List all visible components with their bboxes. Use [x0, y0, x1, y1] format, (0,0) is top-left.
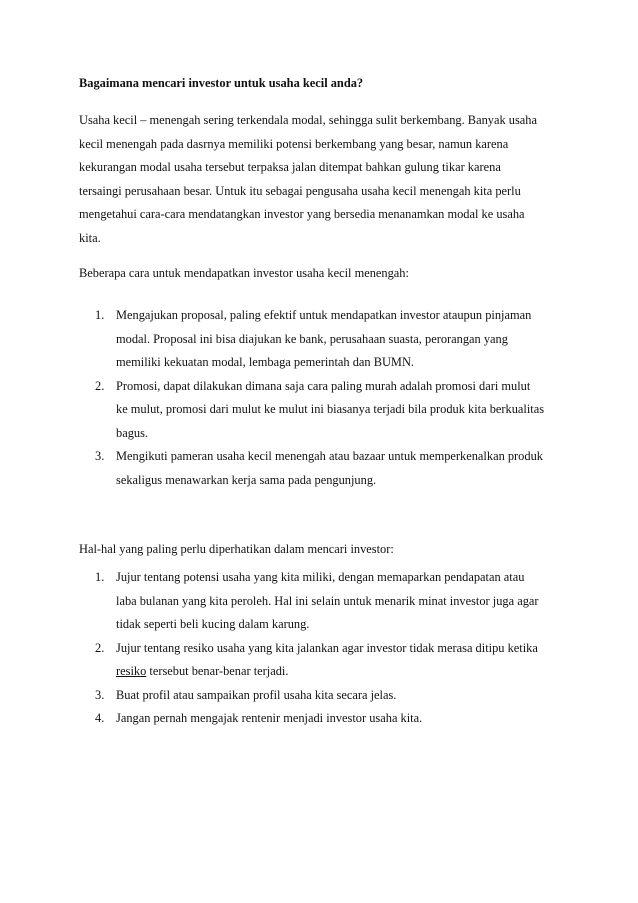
text-line: modal. Proposal ini bisa diajukan ke bank, perusahaan suasta, perorangan yang: [116, 331, 508, 346]
text-line: tersaingi perusahaan besar. Untuk itu sebagai pengusaha usaha kecil menengah kita perlu: [79, 183, 521, 198]
text-line: kekurangan modal usaha tersebut terpaksa jalan ditempat bahkan gulung tikar karena: [79, 160, 501, 174]
list-number: 3.: [95, 449, 105, 463]
section2-lead: Hal-hal yang paling perlu diperhatikan dalam mencari investor:: [79, 542, 394, 556]
list-item: [79, 707, 579, 731]
text-line: mengetahui cara-cara mendatangkan investor yang bersedia menanamkan modal ke usaha: [79, 207, 525, 221]
intro-paragraph: [79, 109, 549, 250]
text-line: Promosi, dapat dilakukan dimana saja cara paling murah adalah promosi dari mulut: [116, 378, 531, 393]
section1-list: [79, 304, 579, 492]
list-item: [79, 637, 579, 684]
text-line: kecil menengah pada dasrnya memiliki potensi berkembang yang besar, namun karena: [79, 136, 509, 151]
list-number: 2.: [95, 378, 105, 393]
list-number: 4.: [95, 711, 105, 725]
text-line: sekaligus menawarkan kerja sama pada pengunjung.: [116, 472, 377, 487]
document-title: Bagaimana mencari investor untuk usaha kecil anda?: [79, 76, 364, 90]
underlined-word: resiko: [116, 664, 147, 678]
text-line: Jujur tentang resiko usaha yang kita jalankan agar investor tidak merasa ditipu ketika: [116, 640, 538, 655]
list-item: [79, 375, 579, 446]
list-item: [79, 304, 579, 375]
text-line: memiliki kekuatan modal, lembaga pemerintah dan BUMN.: [116, 355, 414, 369]
text-line: [116, 660, 579, 684]
list-number: 1.: [95, 308, 105, 322]
list-number: 2.: [95, 640, 105, 655]
text-line: Usaha kecil – menengah sering terkendala modal, sehingga sulit berkembang. Banyak usaha: [79, 113, 537, 127]
list-item: [79, 684, 579, 708]
text-line: Jangan pernah mengajak rentenir menjadi investor usaha kita.: [116, 711, 423, 725]
text-line: ke mulut, promosi dari mulut ke mulut ini biasanya terjadi bila produk kita berkualitas: [116, 402, 545, 416]
list-number: 3.: [95, 687, 105, 702]
list-item: [79, 445, 579, 492]
text-line: Buat profil atau sampaikan profil usaha kita secara jelas.: [116, 687, 397, 702]
text-line: laba bulanan yang kita peroleh. Hal ini selain untuk menarik minat investor juga agar: [116, 593, 539, 608]
section1-lead: Beberapa cara untuk mendapatkan investor usaha kecil menengah:: [79, 266, 409, 280]
section2-list: [79, 566, 579, 731]
list-item: [79, 566, 579, 637]
list-number: 1.: [95, 570, 105, 584]
text-segment: tersebut benar-benar terjadi.: [146, 664, 289, 678]
text-line: tidak seperti beli kucing dalam karung.: [116, 617, 310, 631]
text-line: kita.: [79, 230, 101, 245]
text-line: Mengajukan proposal, paling efektif untuk mendapatkan investor ataupun pinjaman: [116, 308, 532, 322]
text-line: Mengikuti pameran usaha kecil menengah atau bazaar untuk memperkenalkan produk: [116, 449, 543, 463]
text-line: Jujur tentang potensi usaha yang kita miliki, dengan memaparkan pendapatan atau: [116, 570, 525, 584]
text-line: bagus.: [116, 425, 149, 440]
